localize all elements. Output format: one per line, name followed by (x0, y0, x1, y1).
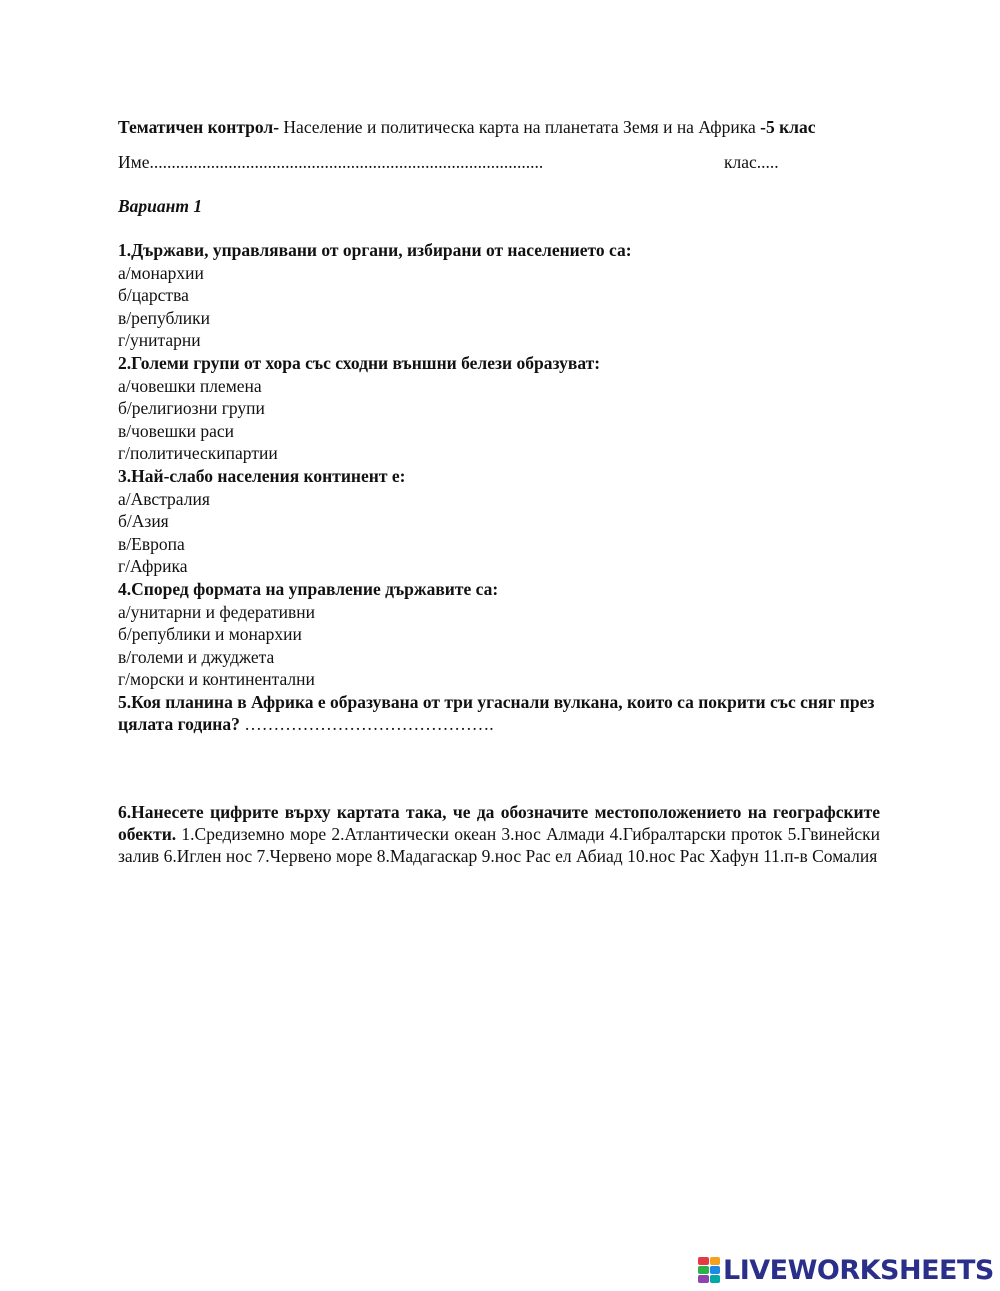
question-6-text: 6.Нанесете цифрите върху картата така, че да обозначите местоположението на географските обекти. (118, 801, 880, 844)
logo-square (710, 1257, 721, 1265)
question-6 (118, 801, 880, 867)
worksheet-title (118, 116, 880, 138)
answer-option[interactable]: в/човешки раси (118, 420, 234, 441)
answer-option[interactable]: г/унитарни (118, 330, 201, 351)
answer-option[interactable]: б/републики и монархии (118, 624, 302, 645)
question-text: 2.Големи групи от хора със сходни външни белези образуват: (118, 352, 601, 373)
logo-square (698, 1266, 709, 1274)
logo-square (710, 1266, 721, 1274)
variant-heading: Вариант 1 (118, 196, 203, 216)
logo-square (698, 1257, 709, 1265)
logo-square (710, 1275, 721, 1283)
name-field[interactable]: Име.......................................................................................... (118, 152, 544, 172)
question-2 (118, 352, 880, 465)
answer-option[interactable]: а/човешки племена (118, 375, 262, 396)
answer-option[interactable]: б/царства (118, 285, 189, 306)
liveworksheets-logo-icon (698, 1257, 720, 1283)
question-text: 3.Най-слабо населения континент е: (118, 465, 406, 486)
title-suffix: -5 клас (760, 117, 816, 137)
question-5 (118, 691, 880, 735)
answer-option[interactable]: г/морски и континентални (118, 669, 315, 690)
question-text: 4.Според формата на управление държавите са: (118, 578, 499, 599)
question-6-objects: 1.Средиземно море 2.Атлантически океан 3.нос Алмади 4.Гибралтарски проток 5.Гвинейски залив 6.Иглен нос 7.Червено море 8.Мадагаскар 9.нос Рас ел Абиад 10.нос Рас Хафун 11.п-в Сомалия (118, 823, 880, 866)
question-1 (118, 239, 880, 352)
answer-option[interactable]: г/Африка (118, 556, 188, 577)
answer-option[interactable]: б/религиозни групи (118, 398, 265, 419)
title-prefix: Тематичен контрол- (118, 117, 280, 137)
name-class-line (118, 152, 880, 174)
questions-list (118, 239, 880, 691)
answer-option[interactable]: в/републики (118, 307, 210, 328)
liveworksheets-logo (698, 1255, 994, 1285)
answer-option[interactable]: в/Европа (118, 533, 185, 554)
question-5-text: 5.Коя планина в Африка е образувана от три угаснали вулкана, които са покрити със сняг през цялата година? (118, 691, 875, 734)
answer-option[interactable]: г/политическипартии (118, 443, 278, 464)
question-5-answer-blank[interactable]: ……………………………………. (239, 713, 494, 734)
question-3 (118, 465, 880, 578)
answer-option[interactable]: в/големи и джуджета (118, 646, 275, 667)
answer-option[interactable]: а/монархии (118, 262, 204, 283)
question-4 (118, 578, 880, 691)
class-field[interactable]: клас..... (724, 152, 779, 172)
answer-option[interactable]: б/Азия (118, 511, 169, 532)
worksheet (118, 116, 880, 867)
title-main: Население и политическа карта на планетата Земя и на Африка (279, 117, 761, 137)
logo-square (698, 1275, 709, 1283)
answer-option[interactable]: а/унитарни и федеративни (118, 601, 315, 622)
question-text: 1.Държави, управлявани от органи, избирани от населението са: (118, 240, 632, 260)
logo-text: LIVEWORKSHEETS (723, 1254, 994, 1286)
answer-option[interactable]: а/Австралия (118, 488, 210, 509)
